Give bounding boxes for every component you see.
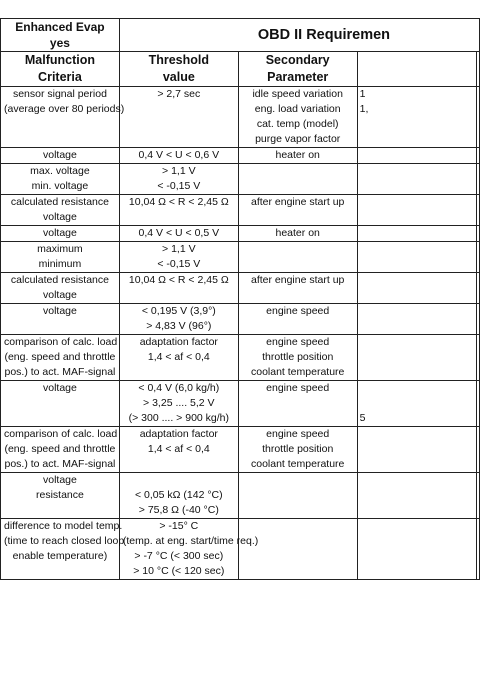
criteria-cell [1,195,120,226]
cell-line: (average over 80 periods) [4,103,125,115]
cell-line: max. voltage [30,165,90,177]
cell-line: > 1,1 V [162,243,196,255]
cell-line: resistance [36,489,84,501]
column-header-row [1,52,480,87]
threshold-cell [119,164,238,195]
cell-line: (eng. speed and throttle [4,351,116,363]
edge-cell [476,87,480,148]
cell-line: pos.) to act. MAF-signal [4,458,116,470]
cell-line: > 10 °C (< 120 sec) [133,565,225,577]
cell-line: (temp. at eng. start/time req.) [122,535,259,547]
header-line: value [162,70,195,84]
cell-line: after engine start up [250,274,345,286]
table-row [1,226,480,242]
threshold-cell [119,273,238,304]
cell-line: > 75,8 Ω (-40 °C) [138,504,219,516]
cell-line: < 0,195 V (3,9°) [141,305,216,317]
criteria-cell [1,148,120,164]
cell-line: voltage [43,227,77,239]
cell-line: engine speed [266,428,330,440]
table-row [1,381,480,427]
secondary-cell [238,148,357,164]
cell-line: pos.) to act. MAF-signal [4,366,116,378]
edge-cell [476,164,480,195]
cell-line: voltage [43,211,77,223]
secondary-cell [238,381,357,427]
header-line: Criteria [38,70,82,84]
cell-line: purge vapor factor [255,133,341,145]
secondary-cell [238,335,357,381]
cell-line: comparison of calc. load [4,428,118,440]
cell-line: voltage [43,474,77,486]
cell-line: coolant temperature [250,366,345,378]
cell-line: maximum [37,243,83,255]
secondary-cell [238,273,357,304]
cell-line: 10,04 Ω < R < 2,45 Ω [128,196,229,208]
cell-line: throttle position [262,443,334,455]
cell-line: 1, [359,103,369,115]
table-row [1,164,480,195]
extra-cell [357,242,476,273]
cell-line: 0,4 V < U < 0,6 V [138,149,220,161]
secondary-cell [238,87,357,148]
table-row [1,87,480,148]
criteria-cell [1,519,125,580]
extra-cell [357,164,476,195]
edge-cell [476,473,480,519]
cell-line: enable temperature) [12,550,108,562]
enhanced-evap-cell [1,19,120,52]
edge-cell [476,242,480,273]
cell-line: < -0,15 V [157,258,201,270]
secondary-cell [238,226,357,242]
cell-line: < 0,4 V (6,0 kg/h) [138,382,220,394]
criteria-cell [1,473,120,519]
cell-line: engine speed [266,382,330,394]
header-line: Parameter [267,70,329,84]
table-row [1,427,480,473]
extra-cell [357,519,476,580]
cell-line: min. voltage [31,180,89,192]
edge-cell [476,427,480,473]
header-line: Secondary [265,53,330,67]
edge-cell [476,381,480,427]
threshold-cell [119,87,238,148]
cell-line: voltage [43,149,77,161]
table-row [1,519,480,580]
cell-line: > 4,83 V (96°) [146,320,212,332]
cell-line [360,381,473,396]
threshold-value-header [119,52,238,87]
extra-cell [357,335,476,381]
edge-cell [476,52,480,87]
evap-title: Enhanced Evap [15,20,105,34]
criteria-cell [1,381,120,427]
table-row [1,304,480,335]
cell-line: (eng. speed and throttle [4,443,116,455]
criteria-cell [1,242,120,273]
extra-cell [357,473,476,519]
secondary-cell [238,427,357,473]
edge-cell [476,19,480,52]
threshold-cell [119,519,259,580]
cell-line: eng. load variation [254,103,341,115]
cell-line: voltage [43,289,77,301]
secondary-cell [238,195,357,226]
extra-cell [357,304,476,335]
cell-line: calculated resistance [10,196,109,208]
cell-line: 5 [359,412,366,424]
cell-line [360,396,473,411]
threshold-cell [119,473,238,519]
criteria-cell [1,273,120,304]
edge-cell [476,195,480,226]
criteria-cell [1,87,125,148]
threshold-cell [119,226,238,242]
cell-line: < -0,15 V [157,180,201,192]
extra-cell [357,427,476,473]
criteria-cell [1,164,120,195]
criteria-cell [1,335,120,381]
extra-cell [357,226,476,242]
table-row [1,148,480,164]
extra-cell [357,381,476,427]
cell-line: 1,4 < af < 0,4 [147,443,210,455]
obd-requirements-table [0,18,480,580]
cell-line: < 0,05 kΩ (142 °C) [134,489,223,501]
threshold-cell [119,381,238,427]
table-body [1,19,480,580]
cell-line: (time to reach closed loop [4,535,125,547]
threshold-cell [119,427,238,473]
criteria-cell [1,427,120,473]
threshold-cell [119,335,238,381]
cell-line: voltage [43,382,77,394]
secondary-cell [238,519,357,580]
table-row [1,335,480,381]
secondary-cell [238,304,357,335]
edge-cell [476,335,480,381]
cell-line: heater on [275,227,320,239]
table-row [1,195,480,226]
table-top-header [1,19,480,52]
edge-cell [476,148,480,164]
threshold-cell [119,148,238,164]
obd-title-cell [119,19,476,52]
secondary-cell [238,242,357,273]
table-row [1,473,480,519]
cell-line: calculated resistance [10,274,109,286]
threshold-cell [119,195,238,226]
cell-line: heater on [275,149,320,161]
cell-line: engine speed [266,336,330,348]
extra-cell [357,195,476,226]
cell-line: sensor signal period [12,88,107,100]
cell-line: > -15° C [159,520,199,532]
edge-cell [476,304,480,335]
header-line: Malfunction [24,53,95,67]
cell-line: adaptation factor [139,428,218,440]
malfunction-criteria-header [1,52,120,87]
cell-line: adaptation factor [139,336,218,348]
cell-line: engine speed [266,305,330,317]
cell-line: > -7 °C (< 300 sec) [134,550,224,562]
cell-line: after engine start up [250,196,345,208]
extra-cell [357,273,476,304]
table-row [1,273,480,304]
cell-line: 10,04 Ω < R < 2,45 Ω [128,274,229,286]
cell-line: 1 [359,88,366,100]
cell-line: minimum [38,258,82,270]
cell-line: idle speed variation [252,88,343,100]
edge-cell [476,226,480,242]
obd-title: OBD II Requiremen [257,26,391,43]
criteria-cell [1,226,120,242]
extra-cell [357,148,476,164]
extra-column-header [357,52,476,87]
cell-line: comparison of calc. load [4,336,118,348]
secondary-parameter-header [238,52,357,87]
cell-line: 0,4 V < U < 0,5 V [138,227,220,239]
cell-line: difference to model temp. [4,520,123,532]
extra-cell [357,87,476,148]
edge-cell [476,273,480,304]
evap-value: yes [49,36,70,50]
threshold-cell [119,242,238,273]
threshold-cell [119,304,238,335]
cell-line [123,473,235,488]
cell-line: > 1,1 V [162,165,196,177]
criteria-cell [1,304,120,335]
secondary-cell [238,164,357,195]
cell-line: (> 300 .... > 900 kg/h) [128,412,230,424]
header-line: Threshold [148,53,210,67]
table-row [1,242,480,273]
edge-cell [476,519,480,580]
cell-line: > 3,25 .... 5,2 V [143,397,215,409]
cell-line: 1,4 < af < 0,4 [147,351,210,363]
secondary-cell [238,473,357,519]
cell-line: cat. temp (model) [256,118,339,130]
cell-line: > 2,7 sec [157,88,201,100]
cell-line: voltage [43,305,77,317]
cell-line: coolant temperature [250,458,345,470]
cell-line: throttle position [262,351,334,363]
